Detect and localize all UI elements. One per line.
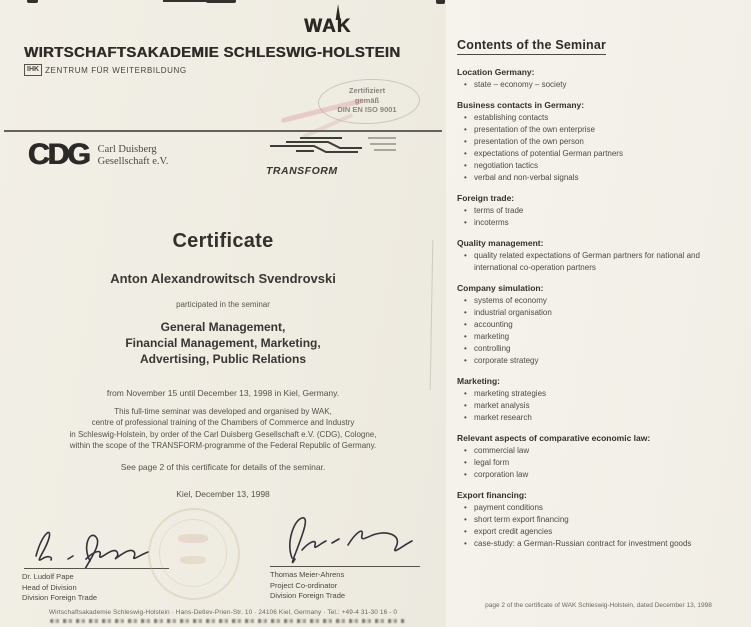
contents-footer: page 2 of the certificate of WAK Schleswig-Holstein, dated December 13, 1998 (485, 602, 712, 609)
signatory-name: Thomas Meier-Ahrens (270, 570, 345, 579)
section-item: • short term export financing (457, 514, 745, 526)
section-item: • market analysis (457, 400, 745, 412)
academy-title: WIRTSCHAFTSAKADEMIE SCHLESWIG-HOLSTEIN (24, 44, 401, 61)
section-item: • corporate strategy (457, 355, 745, 367)
section-item: • marketing strategies (457, 388, 745, 400)
participation-note: participated in the seminar (176, 300, 270, 309)
wak-logo-text: WAK (304, 16, 352, 37)
seminar-section (457, 238, 745, 274)
section-item-list (457, 295, 745, 367)
signature-line (24, 568, 169, 569)
section-item: • verbal and non-verbal signals (457, 172, 745, 184)
text-line: This full-time seminar was developed and organised by WAK, (114, 407, 332, 416)
ihk-row (24, 64, 187, 76)
section-heading: Export financing: (457, 490, 527, 500)
place-and-date: Kiel, December 13, 1998 (176, 489, 270, 499)
seminar-section (457, 193, 745, 229)
section-item-list (457, 205, 745, 229)
text-line: in Schleswig-Holstein, by order of the Carl Duisberg Gesellschaft e.V. (CDG), Cologne, (69, 429, 377, 439)
scan-edge-artifact (163, 0, 211, 2)
seminar-section (457, 490, 745, 550)
section-item: • legal form (457, 457, 745, 469)
section-item: • expectations of potential German partners (457, 148, 745, 160)
certificate-heading: Certificate (172, 230, 274, 252)
section-item-list (457, 250, 745, 274)
academy-subtitle: ZENTRUM FÜR WEITERBILDUNG (45, 65, 187, 75)
cdg-logo-text: CDG (28, 138, 89, 171)
seminar-section (457, 283, 745, 367)
seal-ring (317, 77, 421, 126)
section-item-list (457, 79, 745, 91)
section-heading: Quality management: (457, 238, 544, 248)
embossed-seal-mark (178, 534, 208, 543)
section-heading: Foreign trade: (457, 193, 515, 203)
scan-edge-artifact (50, 619, 405, 623)
transform-label: TRANSFORM (266, 165, 338, 177)
section-item: • accounting (457, 319, 745, 331)
wak-logo (297, 5, 377, 39)
section-item: • corporation law (457, 469, 745, 481)
section-item: • commercial law (457, 445, 745, 457)
signature-line (270, 566, 420, 567)
section-item: • industrial organisation (457, 307, 745, 319)
section-item: • establishing contacts (457, 112, 745, 124)
contents-sections (457, 67, 745, 550)
scan-edge-artifact (206, 0, 236, 3)
seminar-section (457, 67, 745, 91)
text-line: Gesellschaft e.V. (97, 156, 169, 167)
transform-stripes-icon (266, 135, 400, 159)
seminar-date-location: from November 15 until December 13, 1998 in Kiel, Germany. (106, 388, 340, 398)
header-divider (4, 130, 442, 132)
text-line: gemäß (354, 95, 380, 105)
seminar-section (457, 100, 745, 184)
section-item: • case-study: a German-Russian contract for investment goods (457, 538, 745, 550)
section-heading: Location Germany: (457, 67, 535, 77)
paper-crease (430, 240, 434, 390)
section-heading: Marketing: (457, 376, 500, 386)
contents-page (446, 0, 751, 627)
section-item-list (457, 502, 745, 550)
section-item: • terms of trade (457, 205, 745, 217)
signatory-division: Division Foreign Trade (22, 593, 98, 602)
section-heading: Relevant aspects of comparative economic law: (457, 433, 651, 443)
seminar-section (457, 376, 745, 424)
signatory-division: Division Foreign Trade (270, 591, 346, 600)
signatory-title: Head of Division (22, 582, 77, 592)
section-heading: Company simulation: (457, 283, 544, 293)
see-page-note: See page 2 of this certificate for details of the seminar. (120, 462, 326, 472)
section-item: • payment conditions (457, 502, 745, 514)
section-item: • incoterms (457, 217, 745, 229)
section-item-list (457, 112, 745, 184)
cdg-name (98, 141, 169, 168)
embossed-seal (148, 508, 240, 600)
text-line: Carl Duisberg (97, 144, 157, 155)
text-line: Financial Management, Marketing, (125, 336, 321, 350)
scan-edge-artifact (436, 0, 445, 4)
text-line: within the scope of the TRANSFORM-programme of the Federal Republic of Germany. (69, 440, 377, 450)
section-item: • negotiation tactics (457, 160, 745, 172)
transform-logo (266, 135, 400, 177)
section-item-list (457, 388, 745, 424)
section-item: • presentation of the own enterprise (457, 124, 745, 136)
text-line: Advertising, Public Relations (139, 352, 307, 366)
section-item: • market research (457, 412, 745, 424)
cdg-logo (28, 138, 169, 171)
scan-edge-artifact (27, 0, 38, 3)
text-line: centre of professional training of the Chambers of Commerce and Industry (91, 418, 355, 428)
certificate-body (0, 406, 446, 451)
section-item: • presentation of the own person (457, 136, 745, 148)
section-item: • state – economy – society (457, 79, 745, 91)
embossed-seal-inner-ring (159, 519, 227, 587)
section-item: • quality related expectations of German partners for national and international co-operation partners (457, 250, 745, 274)
ihk-logo: IHK (24, 64, 42, 76)
section-heading: Business contacts in Germany: (457, 100, 585, 110)
seminar-title (0, 319, 446, 367)
text-line: Zertifiziert (348, 86, 386, 95)
seminar-section (457, 433, 745, 481)
text-line: DIN EN ISO 9001 (337, 105, 397, 114)
section-item: • marketing (457, 331, 745, 343)
section-item: • export credit agencies (457, 526, 745, 538)
section-item: • systems of economy (457, 295, 745, 307)
section-item-list (457, 445, 745, 481)
signature-stroke (270, 508, 430, 566)
signatory-details (270, 570, 445, 602)
signatory-title: Project Co-ordinator (270, 580, 338, 590)
recipient-name: Anton Alexandrowitsch Svendrovski (110, 271, 336, 286)
signature-block-project-coordinator (270, 508, 445, 602)
embossed-seal-mark (180, 556, 206, 564)
certificate-footer-address: Wirtschaftsakademie Schleswig-Holstein · Hans-Detlev-Prien-Str. 10 · 24106 Kiel, Germany · Tel.: +49-4 31-30 16 - 0 (48, 609, 398, 616)
contents-title: Contents of the Seminar (457, 38, 606, 55)
section-item: • controlling (457, 343, 745, 355)
signatory-name: Dr. Ludolf Pape (22, 572, 74, 581)
text-line: General Management, (160, 320, 286, 334)
